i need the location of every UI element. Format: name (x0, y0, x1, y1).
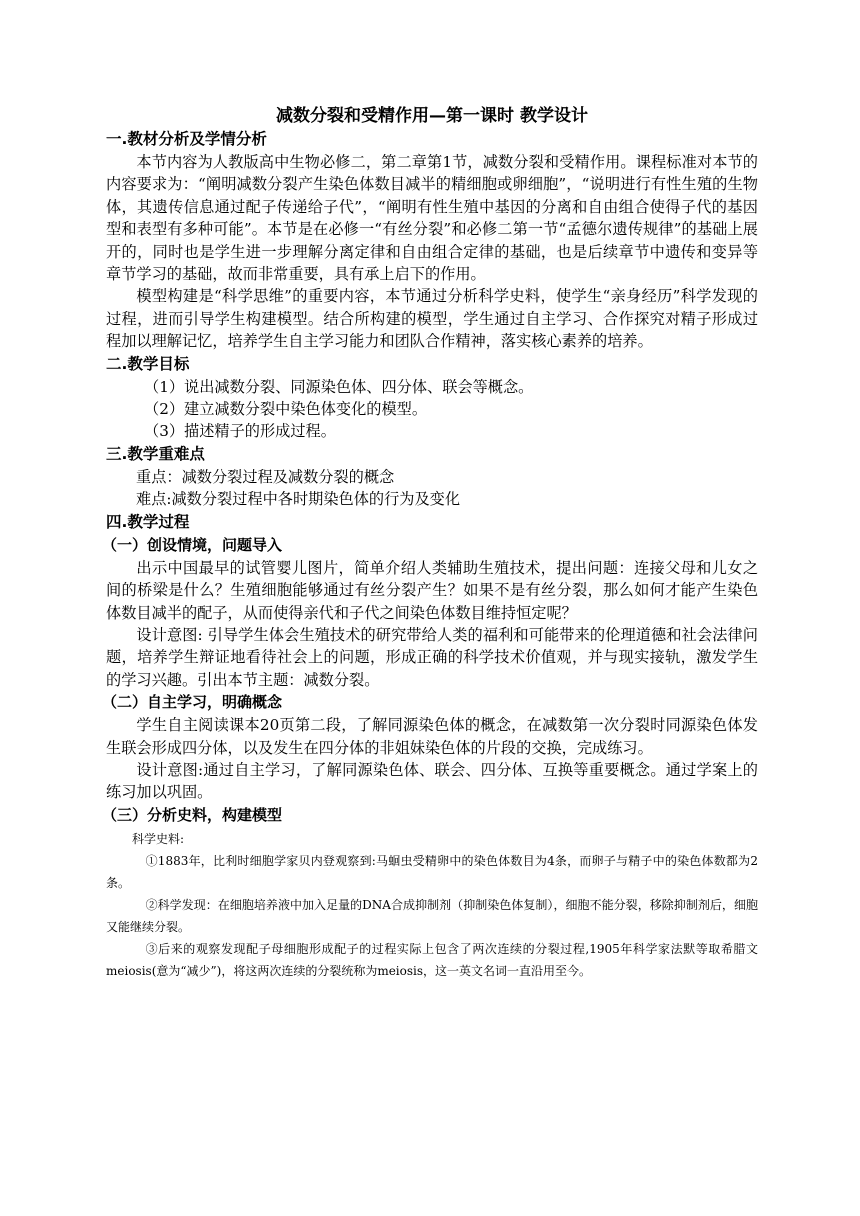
introduction-paragraph: 出示中国最早的试管婴儿图片，简单介绍人类辅助生殖技术，提出问题：连接父母和儿女之间的桥梁是什么？生殖细胞能够通过有丝分裂产生？如果不是有丝分裂，那么如何才能产生染色体数目减半的配子，从而使得亲代和子代之间染色体数目维持恒定呢？ (106, 558, 758, 622)
analysis-paragraph-1: 本节内容为人教版高中生物必修二，第二章第1节，减数分裂和受精作用。课程标准对本节的内容要求为：“阐明减数分裂产生染色体数目减半的精细胞或卵细胞”，“说明进行有性生殖的生物体，其遗传信息通过配子传递给子代”，“阐明有性生殖中基因的分离和自由组合使得子代的基因型和表型有多种可能”。本节是在必修一“有丝分裂”和必修二第一节“孟德尔遗传规律”的基础上展开的，同时也是学生进一步理解分离定律和自由组合定律的基础，也是后续章节中遗传和变异等章节学习的基础，故而非常重要，具有承上启下的作用。 (106, 153, 758, 284)
science-history-item-2: ②科学发现：在细胞培养液中加入足量的DNA合成抑制剂（抑制染色体复制），细胞不能分裂，移除抑制剂后，细胞又能继续分裂。 (106, 897, 758, 934)
section-heading-process: 四.教学过程 (106, 512, 190, 531)
objective-item-2: （2）建立减数分裂中染色体变化的模型。 (144, 400, 428, 419)
introduction-design-intent: 设计意图: 引导学生体会生殖技术的研究带给人类的福利和可能带来的伦理道德和社会法律问题，培养学生辩证地看待社会上的问题，形成正确的科学技术价值观，并与现实接轨，激发学生的学习兴趣。引出本节主题：减数分裂。 (106, 625, 758, 689)
science-history-label: 科学史料: (132, 831, 185, 846)
section-heading-analysis: 一.教材分析及学情分析 (106, 130, 267, 148)
section-heading-objectives: 二.教学目标 (106, 354, 190, 373)
self-study-design-intent: 设计意图:通过自主学习，了解同源染色体、联会、四分体、互换等重要概念。通过学案上的练习加以巩固。 (106, 760, 758, 802)
subsection-heading-self-study: （二）自主学习，明确概念 (102, 693, 283, 712)
science-history-item-1: ①1883年，比利时细胞学家贝内登观察到:马蛔虫受精卵中的染色体数目为4条，而卵子与精子中的染色体数都为2条。 (106, 853, 758, 890)
subsection-heading-introduction: （一）创设情境，问题导入 (102, 535, 283, 554)
section-heading-key-points: 三.教学重难点 (106, 444, 205, 463)
objective-item-1: （1）说出减数分裂、同源染色体、四分体、联会等概念。 (144, 377, 534, 396)
key-point: 重点：减数分裂过程及减数分裂的概念 (136, 467, 395, 486)
science-history-sources (106, 827, 758, 982)
document-title: 减数分裂和受精作用—第一课时 教学设计 (276, 106, 588, 126)
document-page (102, 104, 758, 982)
subsection-heading-model-building: （三）分析史料，构建模型 (102, 805, 283, 824)
self-study-paragraph: 学生自主阅读课本20页第二段，了解同源染色体的概念，在减数第一次分裂时同源染色体发生联会形成四分体，以及发生在四分体的非姐妹染色体的片段的交换，完成练习。 (106, 716, 758, 757)
objective-item-3: （3）描述精子的形成过程。 (144, 422, 336, 441)
analysis-paragraph-2: 模型构建是“科学思维”的重要内容，本节通过分析科学史料，使学生“亲身经历”科学发现的过程，进而引导学生构建模型。结合所构建的模型，学生通过自主学习、合作探究对精子形成过程加以理解记忆，培养学生自主学习能力和团队合作精神，落实核心素养的培养。 (106, 287, 758, 351)
science-history-item-3: ③后来的观察发现配子母细胞形成配子的过程实际上包含了两次连续的分裂过程,1905年科学家法默等取希腊文meiosis(意为“减少”)，将这两次连续的分裂统称为meiosis，这一英文名词一直沿用至今。 (106, 941, 758, 978)
difficult-point: 难点:减数分裂过程中各时期染色体的行为及变化 (136, 490, 461, 509)
